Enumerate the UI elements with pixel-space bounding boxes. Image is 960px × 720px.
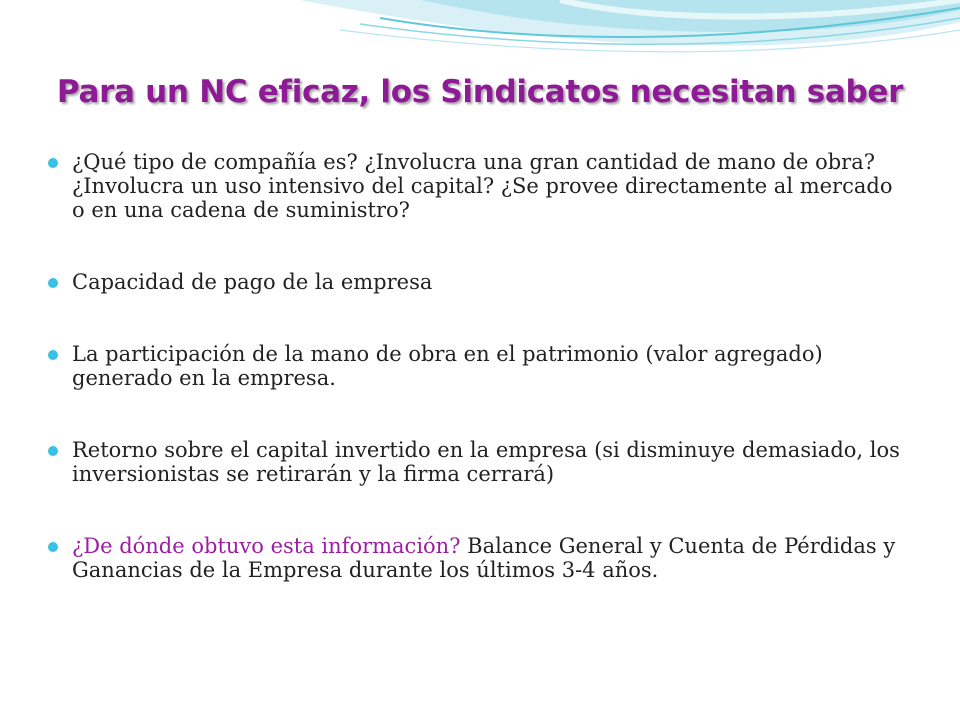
bullet-dot-icon — [48, 158, 58, 168]
slide-title: Para un NC eficaz, los Sindicatos necesitan saber — [56, 74, 904, 110]
bullet-dot-icon — [48, 542, 58, 552]
header-wave-decoration — [0, 0, 960, 80]
bullet-item-information-source — [48, 534, 908, 582]
bullet-text: ¿Qué tipo de compañía es? ¿Involucra una gran cantidad de mano de obra? ¿Involucra un uso intensivo del capital? ¿Se provee directamente al mercado o en una cadena de suministro? — [72, 150, 893, 222]
bullet-list — [48, 150, 908, 630]
bullet-item-payment-capacity — [48, 270, 908, 294]
bullet-dot-icon — [48, 350, 58, 360]
bullet-item-return-on-capital — [48, 438, 908, 486]
bullet-dot-icon — [48, 278, 58, 288]
bullet-item-labor-share — [48, 342, 908, 390]
bullet-text: Retorno sobre el capital invertido en la empresa (si disminuye demasiado, los inversionistas se retirarán y la firma cerrará) — [72, 438, 900, 486]
bullet-item-company-type — [48, 150, 908, 222]
bullet-text: Balance General y Cuenta de Pérdidas y Ganancias de la Empresa durante los últimos 3-4 años. — [72, 534, 896, 582]
bullet-dot-icon — [48, 446, 58, 456]
bullet-highlight-question: ¿De dónde obtuvo esta información? — [72, 534, 461, 558]
bullet-text: La participación de la mano de obra en el patrimonio (valor agregado) generado en la empresa. — [72, 342, 823, 390]
bullet-text: Capacidad de pago de la empresa — [72, 270, 433, 294]
